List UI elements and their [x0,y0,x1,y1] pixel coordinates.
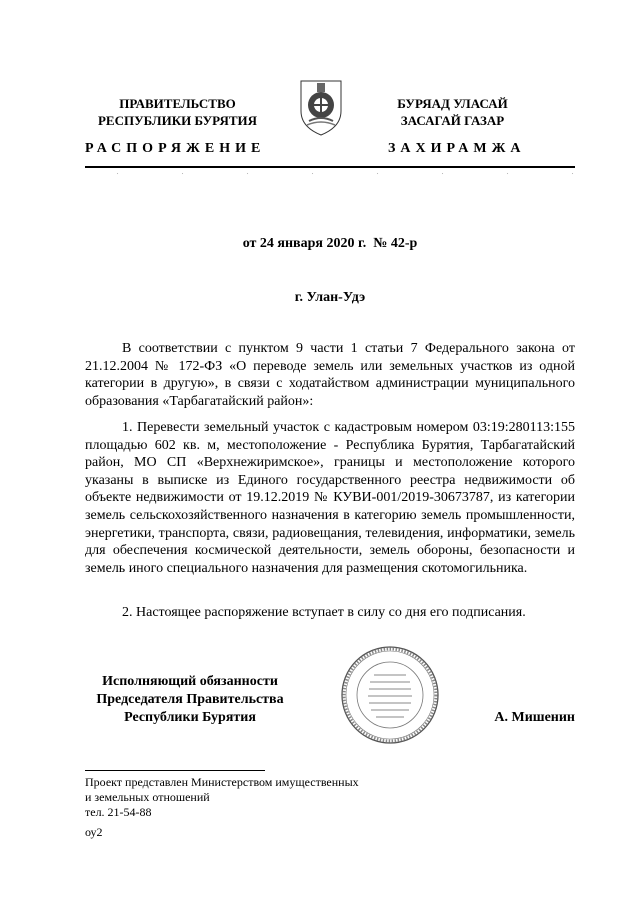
government-name-buryat-line1: БУРЯАД УЛАСАЙ [397,96,508,111]
footer-note [85,775,359,820]
official-round-seal-icon [340,645,440,745]
government-name-line2: РЕСПУБЛИКИ БУРЯТИЯ [97,113,258,128]
header-right [370,95,535,129]
city-name: г. Улан-Удэ [294,290,366,305]
government-name-line1: ПРАВИТЕЛЬСТВО [119,96,236,111]
header-left [85,95,270,129]
signatory-name: А. Мишенин [494,710,575,725]
signatory-position-line1: Исполняющий обязанности [102,674,278,689]
document-date-number: от 24 января 2020 г. № 42-р [242,236,418,251]
signatory-position-line3: Республики Бурятия [124,710,256,725]
header-dotted-divider [85,172,575,175]
government-name-buryat-line2: ЗАСАГАЙ ГАЗАР [400,113,505,128]
order-item-2: 2. Настоящее распоряжение вступает в силу со дня его подписания. [122,605,526,620]
footer-code: оу2 [85,825,103,839]
footer-phone: тел. 21-54-88 [85,805,152,819]
signatory-position-line2: Председателя Правительства [96,692,284,707]
doc-type-right: ЗАХИРАМЖА [388,141,526,156]
footer-divider [85,770,265,771]
signatory-position [75,673,305,727]
footer-line2: и земельных отношений [85,790,210,804]
header-divider [85,166,575,168]
footer-line1: Проект представлен Министерством имущественных [85,775,359,789]
order-item-1: 1. Перевести земельный участок с кадастровым номером 03:19:280113:155 площадью 602 кв. м, местоположение - Республика Бурятия, Тарбагатайский район, МО СП «Верхнежиримское», границы и местоположение которого указаны в выписке из Единого государственного реестра недвижимости об объекте недвижимости от 19.12.2019 № КУВИ-001/2019-30673787, из категории земель сельскохозяйственного назначения в категорию земель промышленности, энергетики, транспорта, связи, радиовещания, телевидения, информатики, земель для обеспечения космической деятельности, земель обороны, безопасности и земель иного специального назначения для размещения скотомогильника. [85,420,575,576]
preamble-paragraph: В соответствии с пунктом 9 части 1 статьи 7 Федерального закона от 21.12.2004 № 172-ФЗ «О переводе земель или земельных участков из одной категории в другую», в связи с ходатайством администрации муниципального образования «Тарбагатайский район»: [85,341,575,409]
buryatia-coat-of-arms-icon [297,75,345,137]
doc-type-left: РАСПОРЯЖЕНИЕ [85,141,266,156]
